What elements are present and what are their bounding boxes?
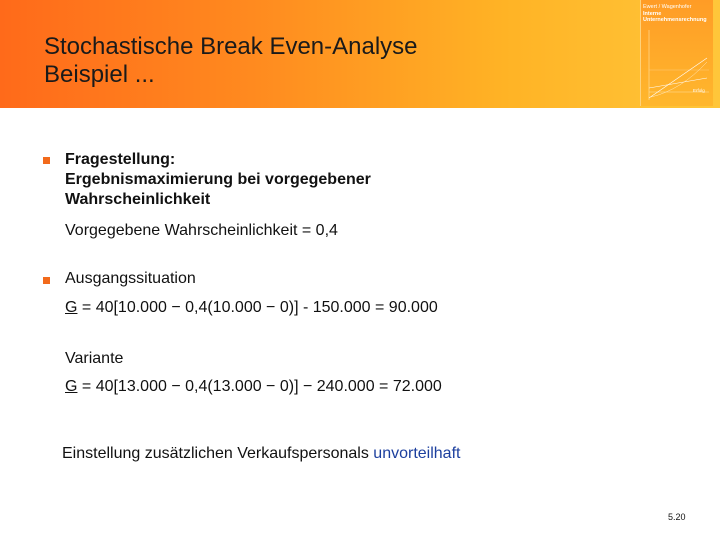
bullet-1-line-1: Ergebnismaximierung bei vorgegebener (65, 171, 371, 188)
book-title-line-2: Unternehmensrechnung (643, 17, 707, 23)
book-cover-thumbnail (640, 0, 713, 106)
formula-expression: = 40[10.000 − 0,4(10.000 − 0)] - 150.000 = 90.000 (77, 299, 438, 316)
book-title-line-1: Interne (643, 11, 662, 17)
page-number: 5.20 (668, 512, 686, 522)
bullet-2-heading: Ausgangssituation (65, 270, 196, 287)
bullet-1-heading: Fragestellung: (65, 151, 176, 168)
bullet-marker-2 (43, 277, 50, 284)
variant-formula (65, 377, 442, 396)
bullet-marker-1 (43, 157, 50, 164)
conclusion-text: Einstellung zusätzlichen Verkaufspersonals (62, 445, 374, 462)
conclusion-highlight: unvorteilhaft (373, 445, 461, 462)
slide-title (44, 33, 604, 89)
book-authors: Ewert / Wagenhofer (643, 4, 692, 10)
title-line-2: Beispiel ... (44, 61, 155, 88)
base-formula (65, 298, 438, 317)
book-axis-label: Erfolg (693, 88, 705, 93)
variant-label: Variante (65, 350, 124, 367)
variant-variable: G (65, 378, 78, 395)
conclusion (62, 444, 460, 463)
formula-variable: G (65, 299, 78, 316)
bullet-1-detail: Vorgegebene Wahrscheinlichkeit = 0,4 (65, 222, 338, 239)
variant-expression: = 40[13.000 − 0,4(13.000 − 0)] − 240.000 = 72.000 (77, 378, 442, 395)
title-line-1: Stochastische Break Even-Analyse (44, 33, 418, 60)
bullet-1-line-2: Wahrscheinlichkeit (65, 191, 211, 208)
